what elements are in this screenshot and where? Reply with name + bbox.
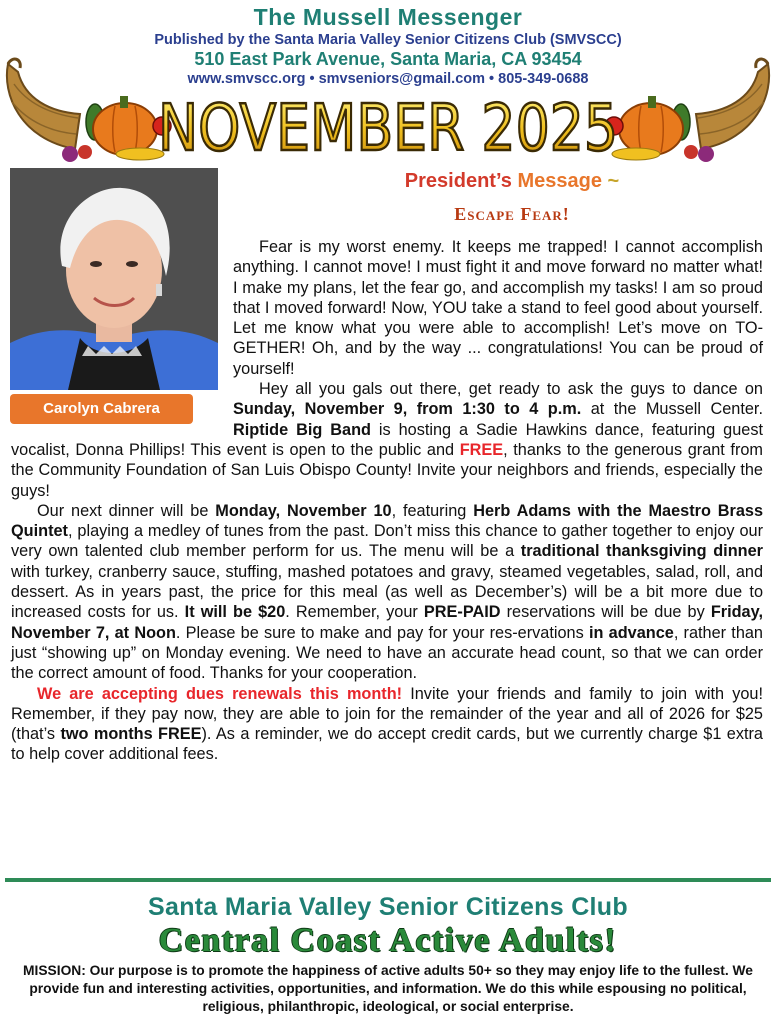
dues-callout: We are accepting dues renewals this month! [37,684,403,703]
text: with turkey, cranberry sauce, stuffing, mashed potatoes and gravy, steamed vegetables, salad, roll, and dessert. As in years past, the price for this meal (as well as December’s) will be a bit more due to increased costs for us. [11,562,763,622]
month-text: NOVEMBER 2025 [158,92,618,166]
contact-line: www.smvscc.org • smvseniors@gmail.com • 805-349-0688 [187,71,589,87]
footer-club-name: Santa Maria Valley Senior Citizens Club [148,893,628,921]
heading-part-1: President’s [404,170,512,192]
presidents-message-subheading: Escape Fear! [454,204,570,224]
article-body [11,237,763,765]
paragraph-fear-text: Fear is my worst enemy. It keeps me trapped! I cannot accomplish anything. I cannot move! I must fight it and move forward no matter what! I make my plans, let the fear go, and accomplish my tasks! I am so proud that I moved forward! Now, YOU take a stand to feel good about yourself. Let me know what you were able to accomplish! Let’s move on TO-GETHER! Oh, and by the way ... congratulations! You can be proud of yourself! [233,238,763,378]
free-label: FREE [459,440,504,459]
text: , rather than just “showing up” on Monday evening. We need to have an accurate head count, so that we can order the correct amount of food. Thanks for your cooperation. [11,623,763,683]
month-banner [150,84,626,166]
publisher-line: Published by the Santa Maria Valley Senior Citizens Club (SMVSCC) [154,32,622,48]
dinner-price: It will be $20 [184,603,286,622]
photo-caption: Carolyn Cabrera [10,394,193,424]
text: Hey all you gals out there, get ready to ask the guys to dance on [259,380,763,399]
newsletter-title: The Mussell Messenger [253,4,523,30]
cornucopia-left-icon [0,44,175,162]
address-line: 510 East Park Avenue, Santa Maria, CA 93454 [194,49,582,69]
advance-label: in advance [588,623,674,642]
band-name: Riptide Big Band [233,420,371,439]
text: . Remember, your [285,603,424,622]
paragraph-dinner [11,501,763,684]
performer-name: Herb Adams with the Maestro Brass Quintet [11,501,764,541]
reservation-deadline: Friday, November 7, at Noon [11,603,763,642]
text: is hosting a Sadie Hawkins dance, featuring guest vocalist, Donna Phillips! This event is open to the public and [11,420,763,459]
text: , playing a medley of tunes from the past. Don’t miss this chance to gather together to enjoy our very own talented club member perform for us. The menu will be a [11,522,763,561]
text: Invite your friends and family to join with you! Remember, if they pay now, they are able to join for the remainder of the year and all of 2026 for $25 (that’s [11,684,763,744]
photo-wrap-spacer [11,237,233,420]
free-months: two months FREE [60,725,202,744]
cornucopia-right-icon [601,44,776,162]
dance-date: Sunday, November 9, from 1:30 to 4 p.m. [233,400,582,419]
dinner-type: traditional thanksgiving dinner [520,542,763,561]
footer-divider [5,878,771,882]
heading-part-2: Message [511,170,602,192]
text: , thanks to the generous grant from the Community Foundation of San Luis Obispo County! Invite your neighbors and friends, especially the guys! [11,440,763,500]
heading-part-3: ~ [601,170,620,192]
presidents-message-heading [300,170,724,193]
footer-tagline: Central Coast Active Adults! [158,922,618,959]
text: at the Mussell Center. [581,400,763,419]
mission-statement: MISSION: Our purpose is to promote the happiness of active adults 50+ so they may enjoy life to the fullest. We provide fun and interesting activities, opportunities, and information. We do this while espousing no political, religious, philanthropic, ideological, or social enterprise. [23,963,753,1014]
text: , featuring [391,501,474,520]
text: . Please be sure to make and pay for your res-ervations [175,623,589,642]
text: ). As a reminder, we do accept credit cards, but we currently charge $1 extra to help cover additional fees. [11,725,763,764]
text: reservations will be due by [500,603,711,622]
paragraph-dues [11,684,763,765]
prepaid-label: PRE-PAID [423,603,501,622]
dinner-date: Monday, November 10 [215,501,392,520]
text: Our next dinner will be [37,501,216,520]
masthead [0,0,776,165]
